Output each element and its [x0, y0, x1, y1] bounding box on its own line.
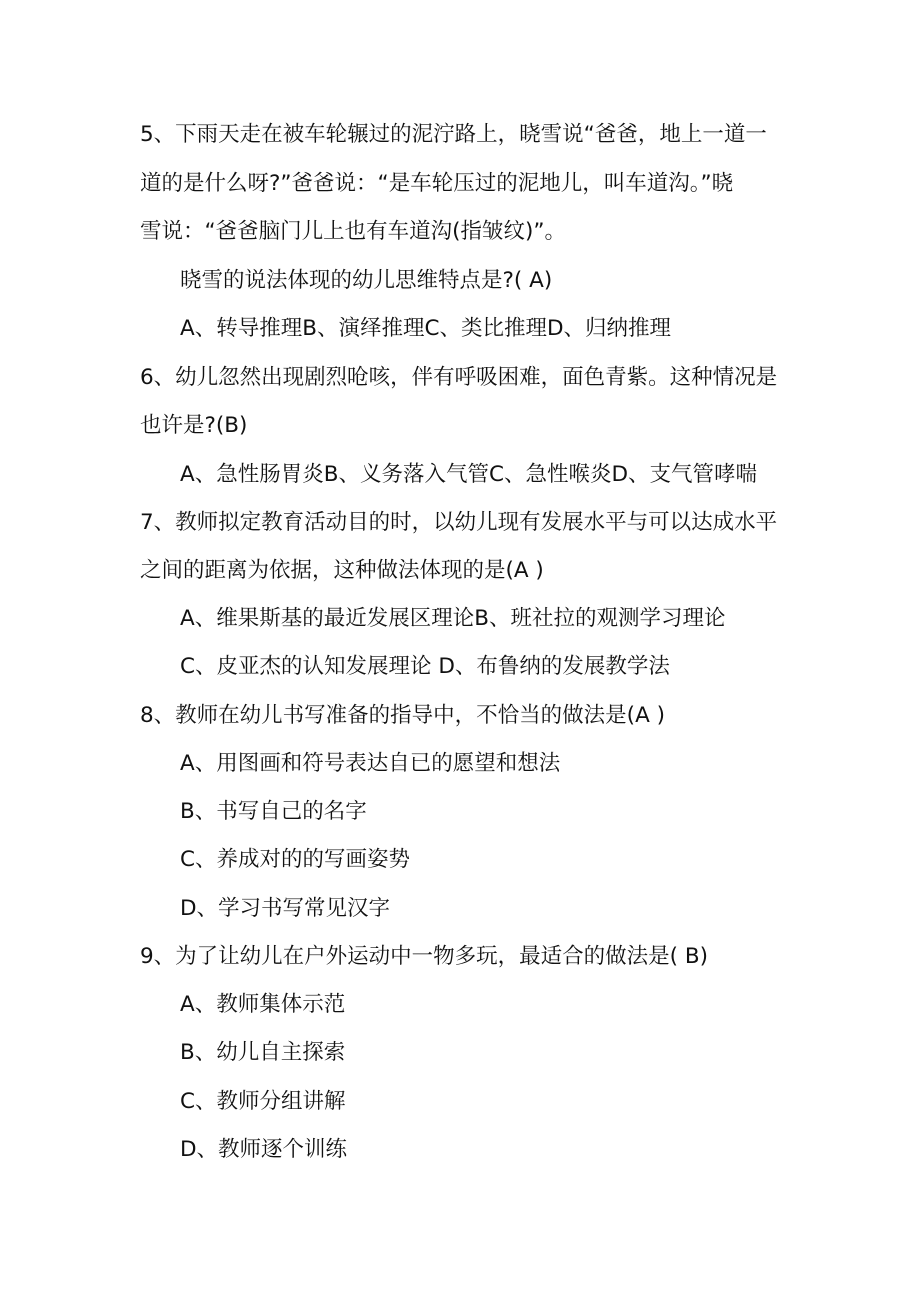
question-8-option-a: A、用图画和符号表达自已的愿望和想法 [180, 751, 561, 776]
question-9-stem: 9、为了让幼儿在户外运动中一物多玩，最适合的做法是( B) [140, 944, 709, 969]
question-6-options: A、急性肠胃炎B、义务落入气管C、急性喉炎D、支气管哮喘 [180, 462, 758, 487]
question-5-line-1: 5、下雨天走在被车轮辗过的泥泞路上，晓雪说“爸爸，地上一道一 [140, 122, 767, 147]
question-8-stem: 8、教师在幼儿书写准备的指导中，不恰当的做法是(A ) [140, 703, 665, 728]
question-7-option-cd: C、皮亚杰的认知发展理论 D、布鲁纳的发展教学法 [180, 654, 670, 679]
question-9-option-c: C、教师分组讲解 [180, 1089, 346, 1114]
question-9-option-d: D、教师逐个训练 [180, 1137, 348, 1162]
question-5-prompt: 晓雪的说法体现的幼儿思维特点是?( A) [180, 268, 553, 293]
question-5-options: A、转导推理B、演绎推理C、类比推理D、归纳推理 [180, 316, 672, 341]
question-8-option-b: B、书写自己的名字 [180, 799, 367, 824]
question-7-option-ab: A、维果斯基的最近发展区理论B、班社拉的观测学习理论 [180, 606, 726, 631]
question-9-option-a: A、教师集体示范 [180, 992, 346, 1017]
question-5-line-2: 道的是什么呀?”爸爸说：“是车轮压过的泥地儿，叫车道沟。”晓 [140, 171, 734, 196]
question-8-option-d: D、学习书写常见汉字 [180, 896, 391, 921]
question-8-option-c: C、养成对的的写画姿势 [180, 847, 411, 872]
question-7-line-1: 7、教师拟定教育活动目的时，以幼儿现有发展水平与可以达成水平 [140, 510, 778, 535]
question-6-line-1: 6、幼儿忽然出现剧烈呛咳，伴有呼吸困难，面色青紫。这种情况是 [140, 365, 778, 390]
question-6-line-2: 也许是?(B) [140, 413, 248, 438]
question-5-line-3: 雪说：“爸爸脑门儿上也有车道沟(指皱纹)”。 [140, 219, 567, 244]
question-9-option-b: B、幼儿自主探索 [180, 1040, 346, 1065]
question-7-line-2: 之间的距离为依据，这种做法体现的是(A ) [140, 558, 544, 583]
